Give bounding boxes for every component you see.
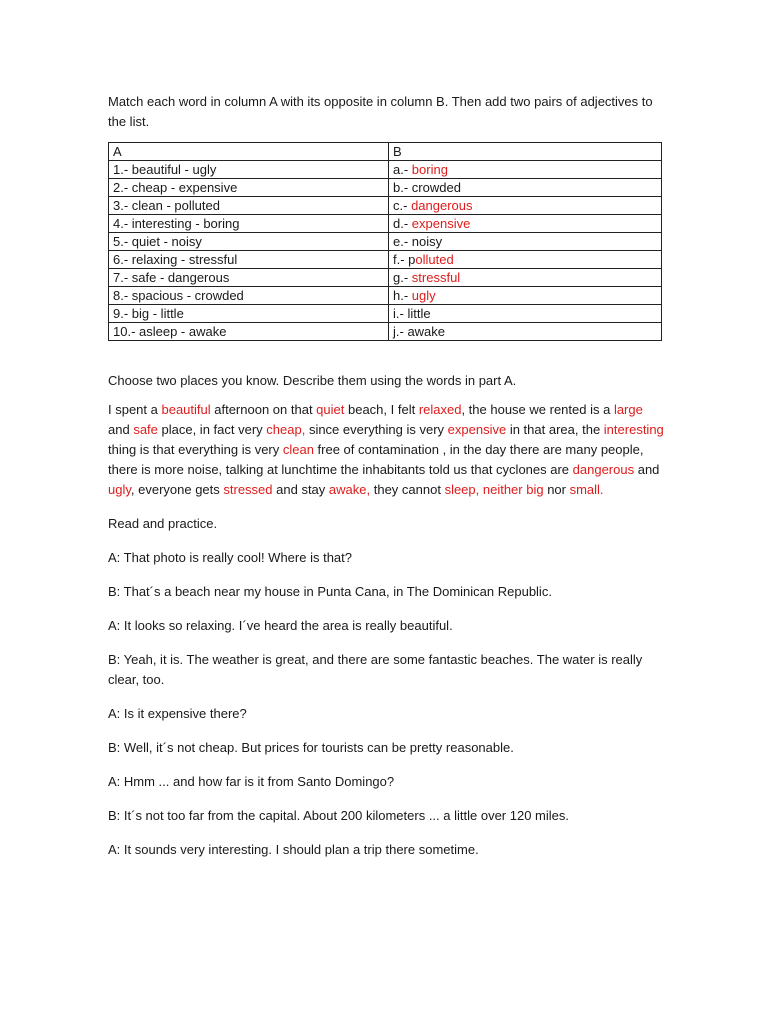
- story-text: nor: [543, 482, 570, 497]
- story-highlight: stressed: [223, 482, 273, 497]
- dialogue-line: A: It sounds very interesting. I should plan a trip there sometime.: [108, 842, 479, 857]
- story-highlight: small.: [569, 482, 604, 497]
- b-prefix: h.-: [393, 288, 409, 303]
- story-highlight: interesting: [603, 422, 664, 437]
- b-prefix: i.- little: [393, 306, 431, 321]
- story-text: since everything is very: [305, 422, 448, 437]
- column-a-cell: 9.- big - little: [109, 305, 389, 323]
- column-a-header: A: [109, 143, 389, 161]
- table-row: [109, 197, 662, 215]
- b-prefix: j.- awake: [393, 324, 446, 339]
- b-answer: boring: [411, 162, 448, 177]
- story-text: I spent a: [108, 402, 162, 417]
- story-highlight: ugly: [108, 482, 131, 497]
- story-text: , the house we rented is a: [461, 402, 614, 417]
- column-b-cell: [389, 233, 662, 251]
- table-row: [109, 215, 662, 233]
- b-prefix: d.-: [393, 216, 409, 231]
- match-instructions: Match each word in column A with its opposite in column B. Then add two pairs of adjectives to the list.: [108, 94, 653, 129]
- column-b-cell: [389, 287, 662, 305]
- table-row: [109, 179, 662, 197]
- b-answer: expensive: [411, 216, 471, 231]
- column-b-cell: [389, 323, 662, 341]
- b-prefix: c.-: [393, 198, 408, 213]
- story-text: they cannot: [370, 482, 445, 497]
- column-a-cell: 7.- safe - dangerous: [109, 269, 389, 287]
- practice-instructions: Read and practice.: [108, 516, 218, 531]
- column-a-cell: 8.- spacious - crowded: [109, 287, 389, 305]
- matching-table: [108, 142, 662, 341]
- column-b-cell: [389, 269, 662, 287]
- column-b-cell: [389, 161, 662, 179]
- dialogue-line: A: Hmm ... and how far is it from Santo Domingo?: [108, 774, 395, 789]
- dialogue-line: A: It looks so relaxing. I´ve heard the area is really beautiful.: [108, 618, 453, 633]
- column-a-cell: 4.- interesting - boring: [109, 215, 389, 233]
- table-header-row: [109, 143, 662, 161]
- table-row: [109, 269, 662, 287]
- dialogue-line: B: Well, it´s not cheap. But prices for tourists can be pretty reasonable.: [108, 740, 514, 755]
- column-a-cell: 10.- asleep - awake: [109, 323, 389, 341]
- story-text: and: [634, 462, 660, 477]
- b-prefix: a.-: [393, 162, 409, 177]
- b-prefix: e.- noisy: [393, 234, 443, 249]
- column-a-cell: 6.- relaxing - stressful: [109, 251, 389, 269]
- column-a-cell: 2.- cheap - expensive: [109, 179, 389, 197]
- dialogue-line: B: It´s not too far from the capital. About 200 kilometers ... a little over 120 miles.: [108, 808, 569, 823]
- column-b-cell: [389, 197, 662, 215]
- story-text: afternoon on that: [210, 402, 317, 417]
- table-row: [109, 233, 662, 251]
- worksheet-page: [108, 92, 664, 860]
- story-highlight: relaxed: [418, 402, 462, 417]
- table-row: [109, 251, 662, 269]
- story-highlight: large: [613, 402, 643, 417]
- story-paragraph: [108, 400, 664, 500]
- table-row: [109, 323, 662, 341]
- story-text: and stay: [272, 482, 329, 497]
- story-highlight: expensive: [447, 422, 507, 437]
- story-highlight: awake,: [328, 482, 371, 497]
- column-b-cell: [389, 305, 662, 323]
- table-row: [109, 161, 662, 179]
- table-row: [109, 287, 662, 305]
- story-highlight: sleep, neither big: [444, 482, 544, 497]
- dialogue-line: A: That photo is really cool! Where is that?: [108, 550, 352, 565]
- column-b-cell: [389, 179, 662, 197]
- story-text: free of contamination , in the day there are many people, there is more noise, talking at lunchtime the inhabitants told us that cyclones are: [108, 442, 644, 477]
- b-answer: stressful: [411, 270, 461, 285]
- b-prefix: g.-: [393, 270, 409, 285]
- describe-instructions: Choose two places you know. Describe them using the words in part A.: [108, 373, 517, 388]
- b-answer: ugly: [411, 288, 436, 303]
- table-row: [109, 305, 662, 323]
- story-text: in that area, the: [506, 422, 604, 437]
- story-text: thing is that everything is very: [108, 442, 283, 457]
- dialogue-line: B: Yeah, it is. The weather is great, and there are some fantastic beaches. The water is really clear, too.: [108, 652, 643, 687]
- dialogue-line: A: Is it expensive there?: [108, 706, 247, 721]
- story-text: beach, I felt: [344, 402, 419, 417]
- column-a-cell: 5.- quiet - noisy: [109, 233, 389, 251]
- column-a-cell: 3.- clean - polluted: [109, 197, 389, 215]
- story-text: , everyone gets: [130, 482, 224, 497]
- story-highlight: cheap,: [266, 422, 306, 437]
- b-answer: dangerous: [411, 198, 473, 213]
- column-b-cell: [389, 215, 662, 233]
- story-highlight: beautiful: [161, 402, 211, 417]
- story-highlight: dangerous: [572, 462, 635, 477]
- column-a-cell: 1.- beautiful - ugly: [109, 161, 389, 179]
- dialogue-line: B: That´s a beach near my house in Punta Cana, in The Dominican Republic.: [108, 584, 552, 599]
- column-b-header: B: [389, 143, 662, 161]
- story-highlight: quiet: [316, 402, 345, 417]
- story-highlight: clean: [282, 442, 314, 457]
- b-prefix: b.- crowded: [393, 180, 461, 195]
- story-text: place, in fact very: [157, 422, 267, 437]
- b-answer: olluted: [415, 252, 454, 267]
- story-highlight: safe: [133, 422, 158, 437]
- b-prefix: f.- p: [393, 252, 416, 267]
- column-b-cell: [389, 251, 662, 269]
- story-text: and: [108, 422, 134, 437]
